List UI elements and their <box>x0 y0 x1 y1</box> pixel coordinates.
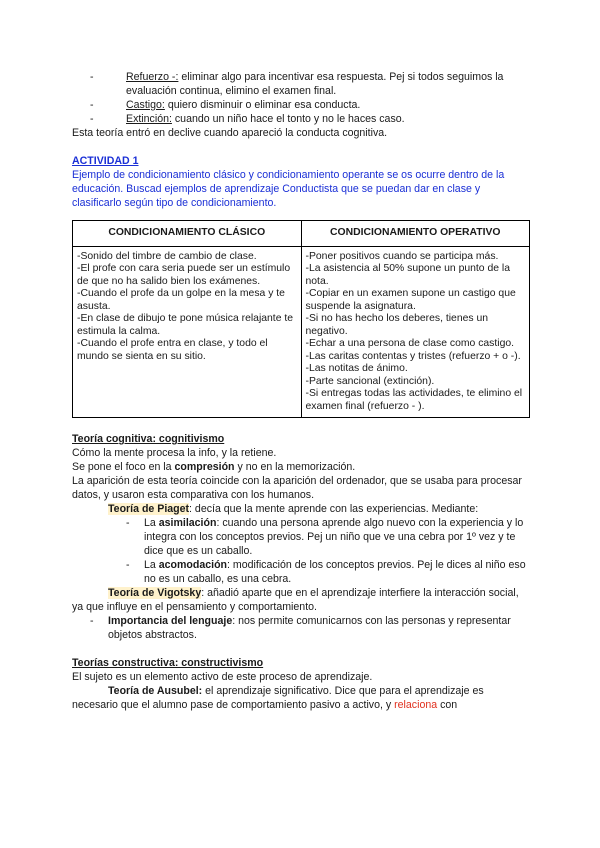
dash-bullet: - <box>90 71 94 83</box>
text-refuerzo: eliminar algo para incentivar esa respuesta. Pej si todos seguimos la evaluación continua, elimino el examen final. <box>126 71 504 97</box>
dash-bullet: - <box>90 615 94 627</box>
cognitiva-line3: La aparición de esta teoría coincide con la aparición del ordenador, que se usaba para procesar datos, y usaron esta comparativa con los humanos. <box>72 475 522 501</box>
operativo-item: -Las caritas contentas y tristes (refuerzo + o -). <box>305 350 521 362</box>
vigotsky-paragraph <box>72 586 530 614</box>
condicionamiento-table <box>72 220 530 418</box>
list-item-extincion <box>90 112 530 126</box>
acom-text: : modificación de los conceptos previos. Pej le dices al niño eso no es un caballo, es una cebra. <box>144 559 526 585</box>
header-operativo: CONDICIONAMIENTO OPERATIVO <box>301 221 530 247</box>
operativo-item: -Si no has hecho los deberes, tienes un negativo. <box>305 313 489 337</box>
ausubel-red: relaciona <box>394 699 438 711</box>
clasico-item: -Sonido del timbre de cambio de clase. <box>77 250 257 262</box>
clasico-item: -El profe con cara seria puede ser un estímulo de que no ha salido bien los exámenes. <box>77 263 291 287</box>
cognitiva-title: Teoría cognitiva: cognitivismo <box>72 433 225 445</box>
lenguaje-text: : nos permite comunicarnos con las personas y representar objetos abstractos. <box>108 615 511 641</box>
ausubel-term: Teoría de Ausubel: <box>108 685 203 697</box>
ausubel-text: el aprendizaje significativo. Dice que para el aprendizaje es necesario que el alumno pase de comportamiento pasivo a activo, y <box>72 685 484 711</box>
ausubel-end: con <box>437 699 458 711</box>
asim-term: asimilación <box>158 517 217 529</box>
piaget-text: : decía que la mente aprende con las experiencias. Mediante: <box>189 503 479 515</box>
clasico-item: -Cuando el profe entra en clase, y todo el mundo se sienta en su sitio. <box>77 338 268 362</box>
cell-operativo <box>301 246 530 418</box>
piaget-term: Teoría de Piaget <box>108 503 190 515</box>
operativo-item: -Si entregas todas las actividades, te elimino el examen final (refuerzo - ). <box>305 388 523 412</box>
operativo-item: -Echar a una persona de clase como castigo. <box>305 338 515 349</box>
operativo-item: -La asistencia al 50% supone un punto de la nota. <box>305 263 510 287</box>
line2-post: y no en la memorización. <box>234 461 356 473</box>
acom-pre: La <box>144 559 159 571</box>
acom-term: acomodación <box>158 559 228 571</box>
term-extincion: Extinción: <box>126 113 172 125</box>
operativo-item: -Las notitas de ánimo. <box>305 363 408 374</box>
dash-bullet: - <box>126 517 130 529</box>
list-item-lenguaje <box>90 614 530 642</box>
actividad-text: Ejemplo de condicionamiento clásico y condicionamiento operante se os ocurre dentro de la educación. Buscad ejemplos de aprendizaje Conductista que se puedan dar en clase y clasificarlo según tipo de condicionamiento. <box>72 169 505 209</box>
text-extincion: cuando un niño hace el tonto y no le haces caso. <box>171 113 405 125</box>
vigotsky-term: Teoría de Vigotsky <box>108 587 202 599</box>
term-castigo: Castigo: <box>126 99 165 111</box>
list-item-refuerzo <box>90 70 530 98</box>
intro-closing: Esta teoría entró en declive cuando apareció la conducta cognitiva. <box>72 127 388 139</box>
clasico-item: -En clase de dibujo te pone música relajante te estimula la calma. <box>77 313 294 337</box>
operativo-item: -Poner positivos cuando se participa más. <box>305 250 499 262</box>
cognitiva-line2 <box>72 460 530 474</box>
dash-bullet: - <box>90 113 94 125</box>
ausubel-paragraph <box>72 684 530 712</box>
text-castigo: quiero disminuir o eliminar esa conducta. <box>164 99 361 111</box>
list-item-asimilacion <box>126 516 530 558</box>
vigotsky-text: : añadió aparte que en el aprendizaje interfiere la interacción social, ya que influye en el pensamiento y comportamiento. <box>72 587 519 613</box>
asim-pre: La <box>144 517 159 529</box>
line2-bold: compresión <box>174 461 235 473</box>
constructiva-line1: El sujeto es un elemento activo de este proceso de aprendizaje. <box>72 671 373 683</box>
asim-text: : cuando una persona aprende algo nuevo con la experiencia y lo integra con los conceptos previos. Pej un niño que ve una cebra por 1º vez y te dice que es un caballo. <box>144 517 524 557</box>
dash-bullet: - <box>126 559 130 571</box>
dash-bullet: - <box>90 99 94 111</box>
cognitiva-line1: Cómo la mente procesa la info, y la retiene. <box>72 447 277 459</box>
list-item-acomodacion <box>126 558 530 586</box>
document-page <box>72 70 530 712</box>
actividad-title: ACTIVIDAD 1 <box>72 155 139 167</box>
piaget-paragraph <box>72 502 530 516</box>
cell-clasico <box>73 246 302 418</box>
list-item-castigo <box>90 98 530 112</box>
line2-pre: Se pone el foco en la <box>72 461 175 473</box>
operativo-item: -Parte sancional (extinción). <box>305 375 435 387</box>
header-clasico: CONDICIONAMIENTO CLÁSICO <box>73 221 302 247</box>
lenguaje-term: Importancia del lenguaje <box>108 615 233 627</box>
term-refuerzo: Refuerzo -: <box>126 71 179 83</box>
clasico-item: -Cuando el profe da un golpe en la mesa y te asusta. <box>77 288 285 312</box>
operativo-item: -Copiar en un examen supone un castigo que suspende la asignatura. <box>305 288 516 312</box>
constructiva-title: Teorías constructiva: constructivismo <box>72 657 264 669</box>
